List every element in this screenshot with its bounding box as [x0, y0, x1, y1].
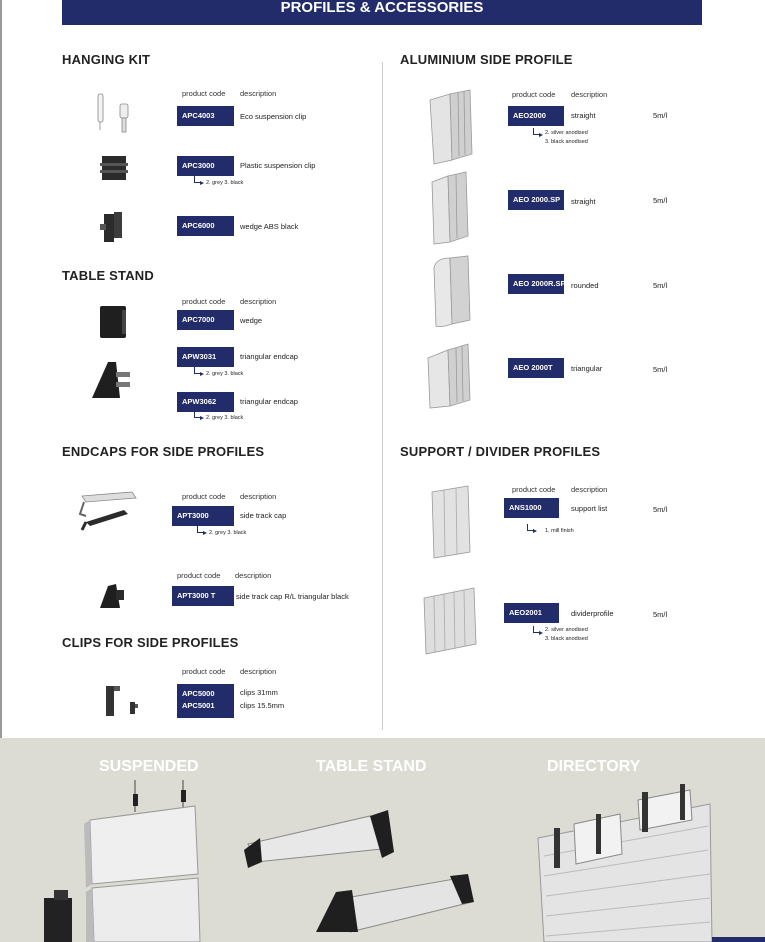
section-title-support-divider: SUPPORT / DIVIDER PROFILES — [400, 444, 601, 459]
section-title-table-stand: TABLE STAND — [62, 268, 154, 283]
product-code-badge — [177, 684, 234, 718]
col-header-description: description — [240, 89, 277, 98]
col-header-code: product code — [182, 667, 226, 676]
variant-note: 3. black anodised — [545, 636, 588, 642]
product-description: triangular endcap — [240, 352, 298, 361]
unit-label: 5m/l — [653, 196, 668, 205]
product-description: triangular — [571, 364, 603, 373]
product-code-badge: APC6000 — [177, 216, 234, 236]
product-description: dividerprofile — [571, 609, 614, 618]
section-title-hanging-kit: HANGING KIT — [62, 52, 151, 67]
variant-arrow-icon — [194, 367, 201, 374]
column-divider — [382, 62, 383, 730]
product-code-badge: APC3000 — [177, 156, 234, 176]
wedge-image — [98, 304, 130, 340]
directory-display-image — [520, 784, 720, 942]
product-code: APC5000 — [182, 689, 215, 698]
product-code-badge: APT3000 T — [172, 586, 234, 606]
wedge-image — [100, 210, 128, 244]
product-code-badge: AEO2000 — [508, 106, 564, 126]
product-description: straight — [571, 111, 596, 120]
product-description: side track cap R/L triangular black — [236, 592, 349, 601]
product-description: support list — [571, 504, 608, 513]
section-title-endcaps: ENDCAPS FOR SIDE PROFILES — [62, 444, 265, 459]
product-description: straight — [571, 197, 596, 206]
product-description: clips 15.5mm — [240, 701, 285, 710]
corner-accent — [712, 937, 765, 942]
variant-note: 1. mill finish — [545, 528, 574, 534]
product-code-badge: APW3062 — [177, 392, 234, 412]
col-header-description: description — [235, 571, 272, 580]
straight-profile-image — [426, 88, 476, 166]
side-track-cap-image — [76, 488, 140, 532]
col-header-description: description — [571, 90, 608, 99]
col-header-code: product code — [512, 90, 556, 99]
plastic-clip-image — [100, 154, 130, 182]
product-code-badge: AEO 2000T — [508, 358, 564, 378]
product-description: wedge ABS black — [240, 222, 299, 231]
triangular-profile-image — [424, 342, 474, 410]
product-code-badge: APW3031 — [177, 347, 234, 367]
product-description: wedge — [240, 316, 263, 325]
variant-note: 2. grey 3. black — [206, 180, 244, 186]
unit-label: 5m/l — [653, 505, 668, 514]
section-title-aluminium: ALUMINIUM SIDE PROFILE — [400, 52, 573, 67]
variant-note: 3. black anodised — [545, 139, 588, 145]
product-description: Eco suspension clip — [240, 112, 307, 121]
col-header-description: description — [240, 492, 277, 501]
product-code-badge: AEO 2000R.SP — [508, 274, 564, 294]
product-code: APC5001 — [182, 701, 215, 710]
suspended-title: SUSPENDED — [99, 758, 199, 775]
variant-arrow-icon — [533, 128, 540, 135]
support-list-image — [428, 482, 474, 560]
col-header-code: product code — [512, 485, 556, 494]
col-header-description: description — [240, 297, 277, 306]
product-description: triangular endcap — [240, 397, 298, 406]
unit-label: 5m/l — [653, 111, 668, 120]
variant-arrow-icon — [527, 524, 534, 531]
suspension-clip-image — [88, 92, 138, 136]
variant-note: 2. silver anodised — [545, 627, 588, 633]
unit-label: 5m/l — [653, 365, 668, 374]
triangular-endcap-image — [90, 358, 136, 404]
variant-note: 2. grey 3. black — [206, 415, 244, 421]
unit-label: 5m/l — [653, 610, 668, 619]
col-header-code: product code — [177, 571, 221, 580]
product-code-badge: AEO2001 — [504, 603, 559, 623]
unit-label: 5m/l — [653, 281, 668, 290]
variant-arrow-icon — [197, 526, 204, 533]
product-code-badge: ANS1000 — [504, 498, 559, 518]
section-title-clips: CLIPS FOR SIDE PROFILES — [62, 635, 239, 650]
variant-note: 2. silver anodised — [545, 130, 588, 136]
table-stand-title: TABLE STAND — [316, 758, 427, 775]
product-code-badge: AEO 2000.SP — [508, 190, 564, 210]
clips-image — [100, 684, 142, 718]
straight-profile-sp-image — [428, 170, 472, 246]
variant-note: 2. grey 3. black — [206, 371, 244, 377]
page-banner: PROFILES & ACCESSORIES — [62, 0, 702, 25]
col-header-code: product code — [182, 89, 226, 98]
variant-note: 2. grey 3. black — [209, 530, 247, 536]
product-code-badge: APT3000 — [172, 506, 234, 526]
directory-title: DIRECTORY — [547, 758, 641, 775]
product-description: Plastic suspension clip — [240, 161, 316, 170]
col-header-description: description — [571, 485, 608, 494]
triangular-track-cap-image — [96, 580, 128, 612]
col-header-code: product code — [182, 297, 226, 306]
product-description: rounded — [571, 281, 599, 290]
product-code-badge: APC4003 — [177, 106, 234, 126]
rounded-profile-image — [428, 254, 474, 330]
product-description: side track cap — [240, 511, 287, 520]
variant-arrow-icon — [533, 626, 540, 633]
variant-arrow-icon — [194, 411, 201, 418]
col-header-code: product code — [182, 492, 226, 501]
col-header-description: description — [240, 667, 277, 676]
divider-profile-image — [420, 586, 480, 658]
table-stand-display-image — [240, 792, 480, 942]
suspended-display-image — [40, 780, 210, 942]
variant-arrow-icon — [194, 176, 201, 183]
product-description: clips 31mm — [240, 688, 278, 697]
product-code-badge: APC7000 — [177, 310, 234, 330]
